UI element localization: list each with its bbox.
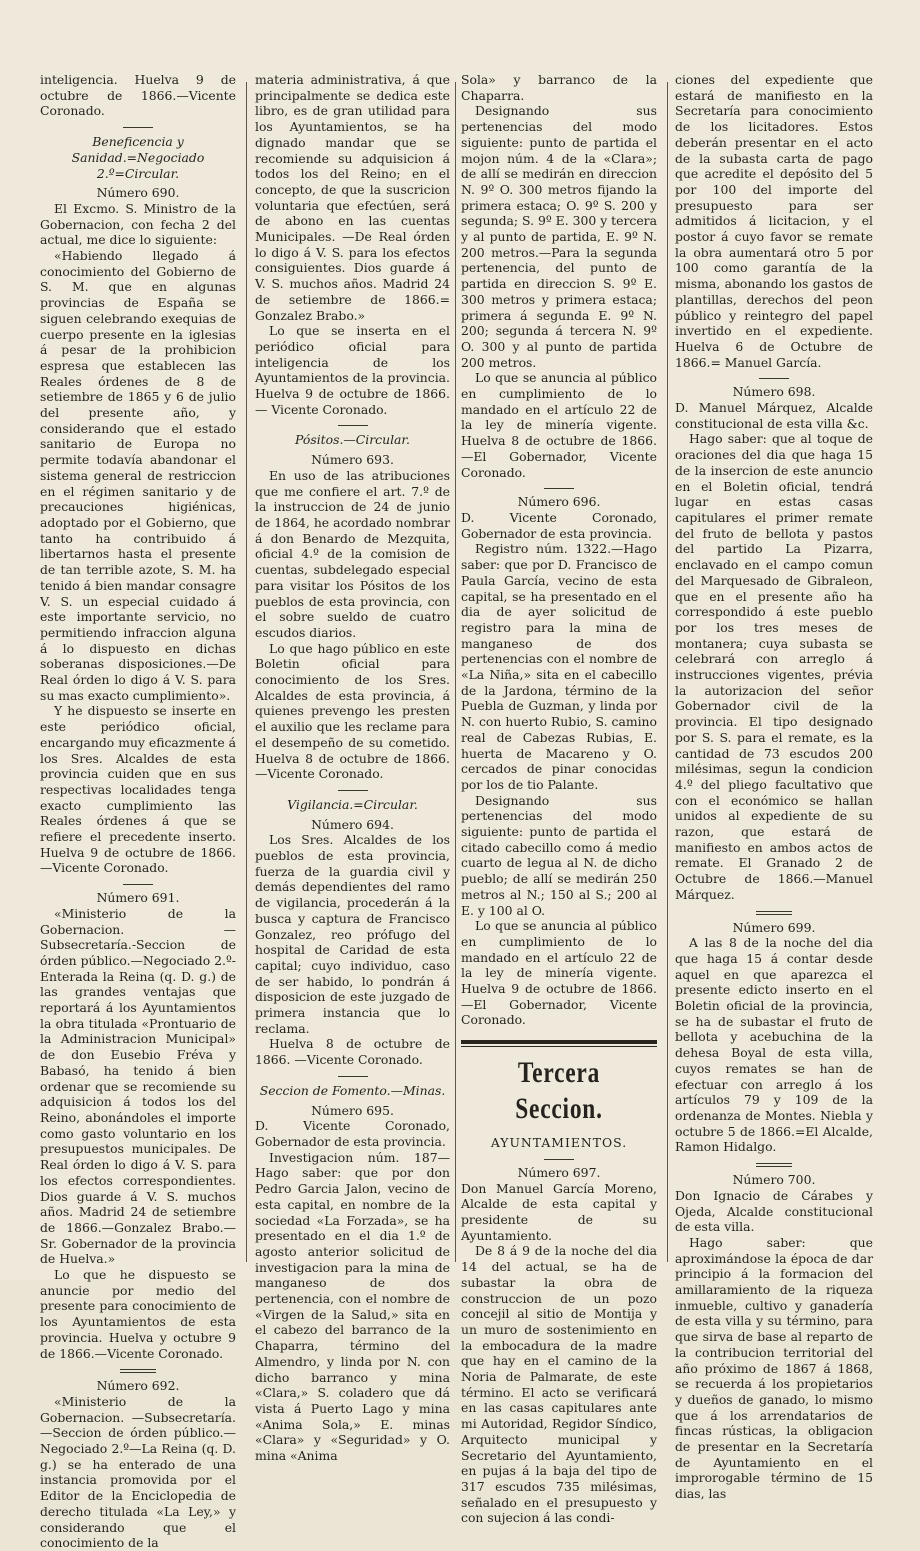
paragraph: Sola» y barranco de la Chaparra. [461,72,657,103]
paragraph: Lo que se anuncia al público en cumplimiento de lo mandado en el artículo 22 de la ley de minería vigente. Huelva 9 de octubre de 1866.—El Gobernador, Vicente Coronado. [461,918,657,1028]
paragraph: Lo que se anuncia al público en cumplimiento de lo mandado en el artículo 22 de la ley de minería vigente. Huelva 8 de octubre de 1866.—El Gobernador, Vicente Coronado. [461,370,657,480]
section-rule [461,1046,657,1047]
paragraph: Registro núm. 1322.—Hago saber: que por D. Francisco de Paula García, vecino de esta capital, se ha presentado en el dia de ayer solicitud de registro para la mina de manganeso de dos pertenencias con el nombre de «La Niña,» sita en el cabecillo de la Jardona, término de la Puebla de Guzman, y linda por N. con huerto Rubio, S. camino real de Cabezas Rubias, E. huerta de Macareno y O. cercados de pinar conocidas por los de tio Palante. [461,541,657,792]
paragraph: «Ministerio de la Gobernacion. —Subsecretaría.—Seccion de órden público.—Negociado 2.º—La Reina (q. D. g.) se ha enterado de una instancia promovida por el Editor de la Enciclopedia de derecho titulada «La Ley,» y considerando que el conocimiento de la [40,1393,236,1551]
section-heading: Seccion de Fomento.—Minas. [259,1082,446,1098]
separator [338,425,368,426]
column-rule [246,82,247,1262]
section-rule [461,1040,657,1044]
column-4 [675,72,873,1502]
paragraph: A las 8 de la noche del dia que haga 15 á contar desde aquel en que aparezca el presente edicto inserto en el Boletin oficial de la provincia, se ha de subastar el fruto de bellota y acebuchina de la dehesa Boyal de esta villa, cuyos remates se han de efectuar con arreglo á los artículos 79 y 109 de la ordenanza de Montes. Niebla y octubre 5 de 1866.=El Alcalde, Ramon Hidalgo. [675,935,873,1155]
separator [544,488,574,489]
subsection-title: AYUNTAMIENTOS. [490,1135,628,1151]
separator [759,378,789,379]
paragraph: Hago saber: que al toque de oraciones del dia que haga 15 de la insercion de este anuncio en el Boletin oficial, tendrá lugar en estas casas capitulares el primer remate del fruto de bellota y pastos del partido La Pizarra, enclavado en el campo comun del Marquesado de Gibraleon, que en el presente año ha correspondido á este pueblo por los tres meses de montanera; cuya subasta se celebrará con arreglo á instrucciones vigentes, prévia la autorizacion del señor Gobernador civil de la provincia. El tipo designado por S. S. para el remate, es la cantidad de 73 escudos 200 milésimas, segun la condicion 4.º del pliego facultativo que con el económico se hallan unidos al expediente de su razon, que estará de manifiesto en ambos actos de remate. El Granado 2 de Octubre de 1866.—Manuel Márquez. [675,431,873,902]
notice-number: Número 693. [311,452,394,468]
notice-number: Número 694. [311,816,394,832]
column-3 [461,72,657,1526]
notice-number: Número 692. [96,1378,180,1394]
notice-number: Número 695. [311,1102,394,1118]
separator [338,1076,368,1077]
separator [756,1163,792,1167]
notice-number: Número 697. [517,1164,601,1180]
notice-number: Número 700. [732,1172,816,1188]
paragraph: ciones del expediente que estará de manifiesto en la Secretaría para conocimiento de los licitadores. Estos deberán presentar en el acto de la subasta carta de pago que acredite el depósito del 5 por 100 del importe del presupuesto para ser admitidos á licitacion, y el postor á cuyo favor se remate la obra aumentará otro 5 por 100 como garantía de la misma, abonando los gastos de plantillas, derechos del peon público y reintegro del papel invertido en el expediente. Huelva 6 de Octubre de 1866.= Manuel García. [675,72,873,370]
column-1 [40,72,236,1551]
paragraph: «Ministerio de la Gobernacion. —Subsecretaría.-Seccion de órden público.—Negociado 2.º-Enterada la Reina (q. D. g.) de las grandes ventajas que reportará á los Ayuntamientos la obra titulada «Prontuario de la Administracion Municipal» de don Eusebio Fréva y Babasó, ha tenido á bien ordenar que se recomiende su adquisicion á todos los del Reino, abonándoles el importe como gasto voluntario en los presupuestos municipales. De Real órden lo digo á V. S. para los efectos correspondientes. Dios guarde á V. S. muchos años. Madrid 24 de setiembre de 1866.—Gonzalez Brabo.—Sr. Gobernador de la provincia de Huelva.» [40,905,236,1267]
notice-number: Número 691. [96,890,180,906]
section-heading: Beneficencia y Sanidad.=Negociado 2.º=Circular. [71,134,205,181]
paragraph: materia administrativa, á que principalmente se dedica este libro, es de gran utilidad para los Ayuntamientos, se ha dignado mandar que se recomiende su adquisicion á todos los del Reino; en el concepto, de que la suscricion voluntaria que efectúen, será de abono en las cuentas Municipales. —De Real órden lo digo á V. S. para los efectos consiguientes. Dios guarde á V. S. muchos años. Madrid 24 de setiembre de 1866.= Gonzalez Brabo.» [255,72,450,323]
separator [756,911,792,915]
paragraph: De 8 á 9 de la noche del dia 14 del actual, se ha de subastar la obra de construccion de un pozo concejil al sitio de Montija y un muro de sostenimiento en la embocadura de la madre que hay en el camino de la Noria de Palmarate, de este término. El acto se verificará en las casas capitulares ante mi Autoridad, Regidor Síndico, Arquitecto municipal y Secretario del Ayuntamiento, en pujas á la baja del tipo de 317 escudos 735 milésimas, señalado en el presupuesto y con sujecion á las condi- [461,1243,657,1526]
notice-number: Número 690. [96,185,180,201]
section-title: Tercera Seccion. [515,1056,603,1126]
paragraph: D. Vicente Coronado, Gobernador de esta provincia. [255,1118,450,1149]
paragraph: Don Ignacio de Cárabes y Ojeda, Alcalde constitucional de esta villa. [675,1187,873,1235]
paragraph: Lo que se inserta en el periódico oficial para inteligencia de los Ayuntamientos de la provincia. Huelva 9 de octubre de 1866.— Vicente Coronado. [255,323,450,417]
notice-number: Número 699. [732,919,816,935]
separator [338,790,368,791]
paragraph: inteligencia. Huelva 9 de octubre de 1866.—Vicente Coronado. [40,72,236,119]
paragraph: Hago saber: que aproximándose la época de dar principio á la formacion del amillaramiento de la riqueza inmueble, cultivo y ganadería de esta villa y su término, para que sirva de base al reparto de la contribucion territorial del año próximo de 1867 á 1868, se recuerda á los propietarios y dueños de ganado, lo mismo que á los arrendatarios de fincas rústicas, la obligacion de presentar en la Secretaría de Ayuntamiento en el improrogable término de 15 dias, las [675,1234,873,1502]
column-rule [455,82,456,1262]
paragraph: D. Manuel Márquez, Alcalde constitucional de esta villa &c. [675,400,873,431]
separator [120,1369,156,1373]
paragraph: Don Manuel García Moreno, Alcalde de esta capital y presidente de su Ayuntamiento. [461,1180,657,1243]
paragraph: El Excmo. S. Ministro de la Gobernacion, con fecha 2 del actual, me dice lo siguiente: [40,200,236,248]
paragraph: D. Vicente Coronado, Gobernador de esta provincia. [461,509,657,541]
paragraph: Los Sres. Alcaldes de los pueblos de esta provincia, fuerza de la guardia civil y demás dependientes del ramo de vigilancia, procederán á la busca y captura de Francisco Gonzalez, reo prófugo del hospital de Caridad de esta capital; cuyo individuo, caso de ser habido, lo pondrán á disposicion de este juzgado de primera instancia que lo reclama. [255,832,450,1036]
paragraph: «Habiendo llegado á conocimiento del Gobierno de S. M. que en algunas provincias de España se siguen celebrando exequias de cuerpo presente en la iglesias á pesar de la prohibicion espresa que establecen las Reales órdenes de 8 de setiembre de 1865 y 6 de julio del presente año, y considerando que el estado sanitario de Europa no permite todavía abandonar el sistema general de restriccion en el régimen sanitario y de precauciones higiénicas, adoptado por el Gobierno, que tanto ha contribuido á libertarnos hasta el presente de tan terrible azote, S. M. ha tenido á bien mandar consagre V. S. un especial cuidado á este importante servicio, no permitiendo infraccion alguna á lo dispuesto en dichas soberanas disposiciones.—De Real órden lo digo á V. S. para su mas exacto cumplimiento». [40,248,236,703]
notice-number: Número 698. [732,384,816,400]
paragraph: Investigacion núm. 187—Hago saber: que por don Pedro Garcia Jalon, vecino de esta capital, en nombre de la sociedad «La Forzada», se ha presentado en el dia 1.º de agosto anterior solicitud de investigacion para la mina de manganeso de dos pertenencia, con el nombre de «Virgen de la Salud,» sita en el cabezo del barranco de la Chaparra, término del Almendro, y linda por N. con dicho barranco y mina «Clara,» S. coladero que dá vista á Puerto Lago y mina «Anima Sola,» E. minas «Clara» y «Seguridad» y O. mina «Anima [255,1149,450,1464]
paragraph: Huelva 8 de octubre de 1866. —Vicente Coronado. [255,1036,450,1068]
paragraph: Y he dispuesto se inserte en este periódico oficial, encargando muy eficazmente á los Sres. Alcaldes de esta provincia cuiden que en sus respectivas localidades tenga exacto cumplimiento las Reales órdenes á que se refiere el precedente inserto. Huelva 9 de octubre de 1866. —Vicente Coronado. [40,703,237,876]
separator [123,127,153,128]
section-heading: Vigilancia.=Circular. [287,796,418,812]
paragraph: Designando sus pertenencias del modo siguiente: punto de partida el citado cabecillo como á medio cuarto de legua al N. de dicho pueblo; de allí se medirán 250 metros al N.; 150 al S.; 200 al E. y 100 al O. [461,792,657,918]
paragraph: Lo que hago público en este Boletin oficial para conocimiento de los Sres. Alcaldes de esta provincia, á quienes prevengo les presten el auxilio que les reclame para el desempeño de su cometido. Huelva 8 de octubre de 1866.—Vicente Coronado. [255,640,450,782]
notice-number: Número 696. [517,494,601,510]
separator [123,884,153,885]
separator [544,1159,574,1160]
column-2 [255,72,450,1464]
paragraph: Designando sus pertenencias del modo siguiente: punto de partida el mojon núm. 4 de la «Clara»; de allí se medirán en direccion N. 9º O. 300 metros fijando la primera estaca; O. 9º S. 200 y segunda; S. 9º E. 300 y tercera y al punto de partida, E. 9º N. 200 metros.—Para la segunda pertenencia, del punto de partida en direccion S. 9º E. 300 metros y primera estaca; primera á segunda E. 9º N. 200; segunda á tercera N. 9º O. 300 y al punto de partida 200 metros. [461,103,657,370]
section-heading: Pósitos.—Circular. [295,432,410,448]
paragraph: Lo que he dispuesto se anuncie por medio del presente para conocimiento de los Ayuntamientos de esta provincia. Huelva y octubre 9 de 1866.—Vicente Coronado. [40,1267,236,1361]
paragraph: En uso de las atribuciones que me confiere el art. 7.º de la instruccion de 24 de junio de 1864, he acordado nombrar á don Benardo de Mezquita, oficial 4.º de la comision de cuentas, subdelegado especial para visitar los Pósitos de los pueblos de esta provincia, con el sobre sueldo de cuatro escudos diarios. [255,467,450,640]
column-rule [667,82,668,1262]
